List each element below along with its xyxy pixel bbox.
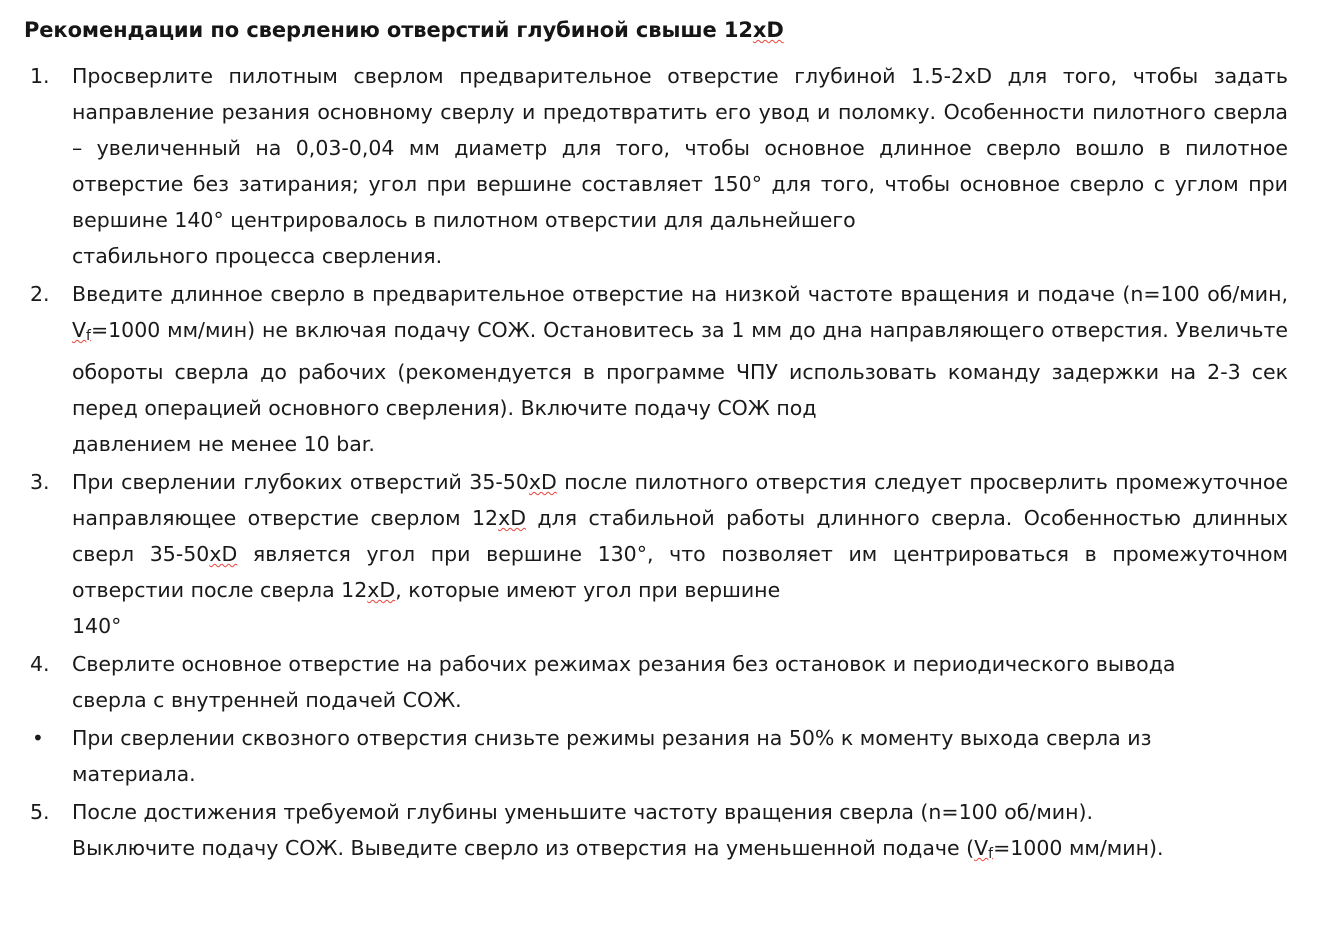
list-item-marker: 4. (30, 652, 50, 677)
list-item-marker: 2. (30, 282, 50, 306)
list-item (24, 794, 1288, 872)
list-item-marker: 1. (30, 64, 50, 88)
list-item-marker: 5. (30, 800, 50, 825)
list-item (24, 464, 1288, 644)
spellcheck-word: xD (528, 470, 557, 495)
list-item (24, 276, 1288, 462)
list-item-marker: • (32, 726, 44, 751)
list-item (24, 58, 1288, 274)
list-item-text: Введите длинное сверло в предварительное отверстие на низкой частоте вращения и подаче (n=100 об/мин, $V_f=1000$ мм/мин) не включая подачу СОЖ. Остановитесь за 1 мм до дна направляющего отверстия. Увеличьте обороты сверла до рабочих (рекомендуется в программе ЧПУ использовать команду задержки на 2-3 сек перед операцией основного сверления). Включите подачу СОЖ под давлением не менее 10 bar. (72, 282, 1288, 457)
page-title (24, 18, 1288, 42)
list-item-text: При сверлении сквозного отверстия снизьте режимы резания на 50% к моменту выхода сверла из материала. (72, 726, 1152, 787)
recommendation-list (24, 58, 1288, 872)
spellcheck-word: xD (498, 506, 526, 531)
list-item-marker: 3. (30, 470, 50, 495)
page-title-text-2-misspelled: xD (752, 18, 784, 42)
spellcheck-word: $V_f$ (974, 836, 994, 863)
spellcheck-word: $V_f$ (72, 318, 91, 345)
list-item-text: Просверлите пилотным сверлом предварительное отверстие глубиной 1.5-2xD для того, чтобы задать направление резания основному сверлу и предотвратить его увод и поломку. Особенности пилотного сверла – увеличенный на 0,03-0,04 мм диаметр для того, чтобы основное длинное сверло вошло в пилотное отверстие без затирания; угол при вершине составляет 150° для того, чтобы основное сверло с углом при вершине 140° центрировалось в пилотном отверстии для дальнейшего стабильного процесса сверления. (72, 64, 1288, 268)
list-item (24, 720, 1288, 792)
spellcheck-word: xD (209, 542, 238, 567)
page-title-text-1: Рекомендации по сверлению отверстий глубиной свыше 12 (24, 18, 753, 42)
list-item-text: При сверлении глубоких отверстий 35-50xD после пилотного отверстия следует просверлить промежуточное направляющее отверстие сверлом 12xD для стабильной работы длинного сверла. Особенностью длинных сверл 35-50xD является угол при вершине 130°, что позволяет им центрироваться в промежуточном отверстии после сверла 12xD, которые имеют угол при вершине 140° (72, 470, 1289, 639)
list-item-text: После достижения требуемой глубины уменьшите частоту вращения сверла (n=100 об/мин). Выключите подачу СОЖ. Выведите сверло из отверстия на уменьшенной подаче ($V_f=1000$ мм/мин). (72, 800, 1164, 863)
list-item (24, 646, 1288, 718)
list-item-text: Сверлите основное отверстие на рабочих режимах резания без остановок и периодического вывода сверла с внутренней подачей СОЖ. (72, 652, 1176, 713)
spellcheck-word: xD (367, 578, 396, 603)
